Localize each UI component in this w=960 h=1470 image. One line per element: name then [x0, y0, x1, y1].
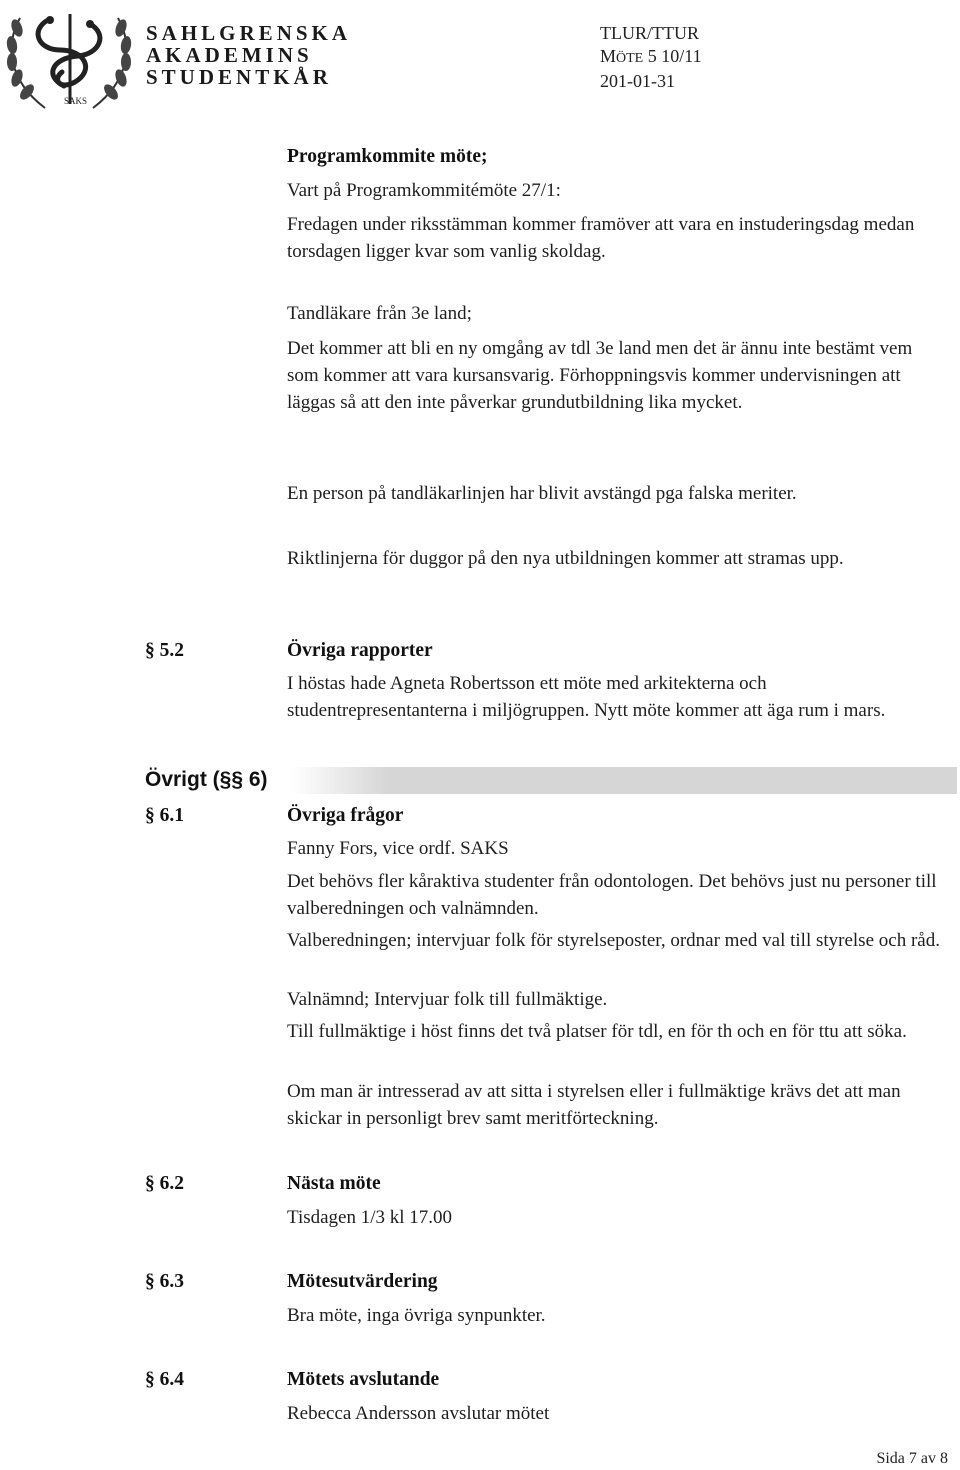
section-6-1-p1: Fanny Fors, vice ordf. SAKS	[287, 838, 509, 859]
program-p3: Tandläkare från 3e land;	[287, 303, 472, 324]
section-6-2-title: Nästa möte	[287, 1173, 381, 1194]
section-6-2-number: § 6.2	[145, 1173, 184, 1194]
section-6-1-number: § 6.1	[145, 805, 184, 826]
section-5-2-text: I höstas hade Agneta Robertsson ett möte med arkitekterna och studentrepresentanterna i miljögruppen. Nytt möte kommer att äga rum i mars.	[287, 673, 886, 721]
section-5-2-title: Övriga rapporter	[287, 640, 433, 661]
org-line-1: SAHLGRENSKA	[146, 21, 352, 45]
logo-text: SAKS	[64, 96, 88, 106]
section-6-1-p6: Om man är intresserad av att sitta i styrelsen eller i fullmäktige krävs det att man skickar in personligt brev samt meritförteckning.	[287, 1081, 901, 1129]
section-6-1-p4: Valnämnd; Intervjuar folk till fullmäktige.	[287, 989, 608, 1010]
section-6-4-text: Rebecca Andersson avslutar mötet	[287, 1403, 550, 1424]
program-p4: Det kommer att bli en ny omgång av tdl 3e land men det är ännu inte bestämt vem som kommer att vara kursansvarig. Förhoppningsvis kommer undervisningen att läggas så att den inte påverkar grundutbildning lika mycket.	[287, 338, 913, 413]
document-meta	[600, 22, 702, 93]
meta-ref: TLUR/TTUR	[600, 23, 699, 43]
program-p1: Vart på Programkommitémöte 27/1:	[287, 180, 561, 201]
org-line-2: AKADEMINS	[146, 43, 313, 67]
section-6-1-p2: Det behövs fler kåraktiva studenter från odontologen. Det behövs just nu personer till valberedningen och valnämnden.	[287, 871, 937, 919]
section-6-title: Övrigt (§§ 6)	[145, 768, 268, 791]
section-6-4-number: § 6.4	[145, 1369, 184, 1390]
program-p2: Fredagen under riksstämman kommer framöver att vara en instuderingsdag medan torsdagen ligger kvar som vanlig skoldag.	[287, 214, 915, 262]
section-6-1-title: Övriga frågor	[287, 805, 404, 826]
section-6-1-p3: Valberedningen; intervjuar folk för styrelseposter, ordnar med val till styrelse och råd.	[287, 930, 940, 951]
section-5-2-number: § 5.2	[145, 640, 184, 661]
program-p6: Riktlinjerna för duggor på den nya utbildningen kommer att stramas upp.	[287, 548, 844, 569]
saks-logo	[0, 0, 140, 122]
section-6-2-text: Tisdagen 1/3 kl 17.00	[287, 1207, 453, 1228]
section-6-3-number: § 6.3	[145, 1271, 184, 1292]
section-6-3-title: Mötesutvärdering	[287, 1271, 438, 1292]
program-p5: En person på tandläkarlinjen har blivit avstängd pga falska meriter.	[287, 483, 797, 504]
section-6-4-title: Mötets avslutande	[287, 1369, 440, 1390]
page-number: Sida 7 av 8	[876, 1450, 948, 1467]
meta-date: 201-01-31	[600, 71, 675, 91]
section-6-1-p5: Till fullmäktige i höst finns det två platser för tdl, en för th och en för ttu att söka.	[287, 1021, 907, 1042]
org-line-3: STUDENTKÅR	[146, 65, 332, 89]
program-heading: Programkommite möte;	[287, 146, 488, 167]
snake-1	[38, 20, 86, 85]
section-6-3-text: Bra möte, inga övriga synpunkter.	[287, 1305, 546, 1326]
meta-meeting: MÖTE 5 10/11	[600, 46, 702, 66]
org-name	[146, 22, 351, 88]
